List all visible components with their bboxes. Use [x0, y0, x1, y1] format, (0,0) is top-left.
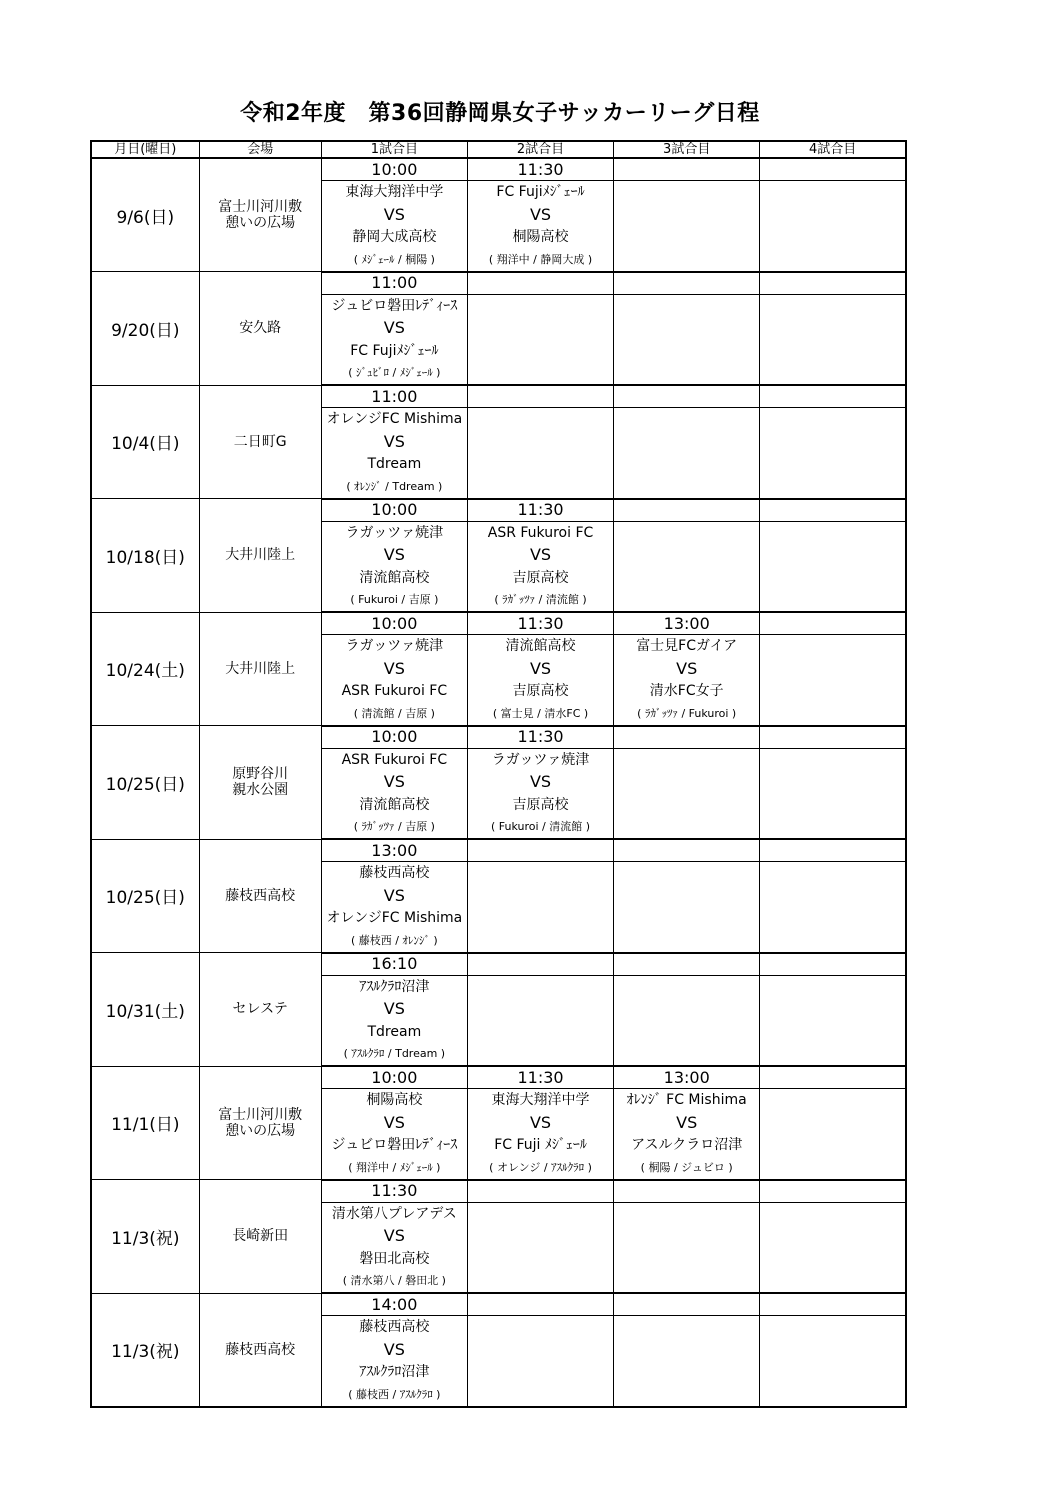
referee-assignment: ( 清水第八 / 磐田北 ): [342, 1274, 446, 1287]
away-team: 清水FC女子: [649, 683, 724, 699]
game-time-cell: [760, 839, 906, 862]
venue-cell: 大井川陸上: [199, 499, 321, 613]
game-match-cell: [614, 1202, 760, 1293]
vs-label: VS: [383, 318, 405, 337]
away-team: オレンジFC Mishima: [326, 910, 463, 926]
home-team: ラガッツァ焼津: [491, 751, 590, 768]
vs-label: VS: [383, 545, 405, 564]
date-cell: 9/6(日): [91, 158, 199, 272]
game-match-cell: [467, 862, 613, 953]
header-game-3: 3試合目: [614, 141, 760, 158]
home-team: FC Fujiﾒｼﾞｪｰﾙ: [496, 184, 585, 200]
game-time-cell: 11:30: [467, 499, 613, 522]
game-time-cell: [760, 612, 906, 635]
venue-cell: 原野谷川 親水公園: [199, 726, 321, 840]
game-time-cell: [760, 1180, 906, 1203]
home-team: ラガッツァ焼津: [345, 524, 444, 541]
game-match-cell: [467, 294, 613, 385]
game-match-cell: [467, 635, 613, 726]
schedule-row-time: [91, 1066, 906, 1089]
game-time-cell: [467, 1180, 613, 1203]
schedule-row-time: [91, 385, 906, 408]
game-match-cell: [321, 521, 467, 612]
game-time-cell: [467, 839, 613, 862]
game-time-cell: 10:00: [321, 158, 467, 181]
date-cell: 11/1(日): [91, 1066, 199, 1180]
game-time-cell: [614, 499, 760, 522]
game-time-cell: 11:30: [321, 1180, 467, 1203]
schedule-row-time: [91, 158, 906, 181]
game-match-cell: [467, 181, 613, 272]
game-match-cell: [614, 1089, 760, 1180]
referee-assignment: ( ｱｽﾙｸﾗﾛ / Tdream ): [343, 1047, 446, 1060]
game-match-cell: [760, 1316, 906, 1407]
page-title: 令和2年度 第36回静岡県女子サッカーリーグ日程: [240, 101, 760, 126]
venue-cell: 藤枝西高校: [199, 839, 321, 953]
referee-assignment: ( ﾒｼﾞｪｰﾙ / 桐陽 ): [353, 252, 435, 266]
game-match-cell: [614, 408, 760, 499]
away-team: ジュビロ磐田ﾚﾃﾞｨｰｽ: [331, 1137, 458, 1153]
schedule-row-time: [91, 1180, 906, 1203]
referee-assignment: ( ﾗｶﾞｯﾂｧ / 清流館 ): [494, 593, 587, 606]
referee-assignment: ( 富士見 / 清水FC ): [492, 706, 589, 720]
game-time-cell: [760, 158, 906, 181]
referee-assignment: ( ﾗｶﾞｯﾂｧ / 吉原 ): [353, 820, 435, 833]
game-match-cell: [760, 408, 906, 499]
game-match-cell: [321, 635, 467, 726]
game-time-cell: [760, 1066, 906, 1089]
game-time-cell: 10:00: [321, 726, 467, 749]
home-team: 桐陽高校: [366, 1092, 423, 1108]
game-match-cell: [321, 408, 467, 499]
game-match-cell: [760, 521, 906, 612]
schedule-table: [90, 140, 907, 1408]
game-match-cell: [467, 408, 613, 499]
header-game-4: 4試合目: [760, 141, 906, 158]
game-match-cell: [321, 1089, 467, 1180]
referee-assignment: ( Fukuroi / 清流館 ): [491, 820, 591, 833]
game-time-cell: 11:30: [467, 158, 613, 181]
vs-label: VS: [383, 999, 405, 1018]
home-team: 清水第八プレアデス: [331, 1205, 457, 1222]
venue-cell: 安久路: [199, 272, 321, 386]
schedule-row-time: [91, 272, 906, 295]
game-match-cell: [614, 748, 760, 839]
venue-cell: 藤枝西高校: [199, 1293, 321, 1407]
home-team: ASR Fukuroi FC: [341, 751, 448, 768]
game-match-cell: [614, 635, 760, 726]
game-match-cell: [321, 1316, 467, 1407]
header-game-1: 1試合目: [321, 141, 467, 158]
away-team: 磐田北高校: [359, 1250, 430, 1267]
game-match-cell: [321, 975, 467, 1066]
vs-label: VS: [529, 772, 552, 791]
away-team: FC Fuji ﾒｼﾞｪｰﾙ: [494, 1137, 587, 1153]
game-time-cell: 13:00: [614, 1066, 760, 1089]
home-team: ASR Fukuroi FC: [487, 524, 594, 541]
schedule-row-time: [91, 839, 906, 862]
game-match-cell: [467, 1316, 613, 1407]
game-time-cell: [614, 839, 760, 862]
schedule-row-time: [91, 1293, 906, 1316]
game-match-cell: [760, 975, 906, 1066]
venue-cell: 長崎新田: [199, 1180, 321, 1294]
game-time-cell: [760, 499, 906, 522]
away-team: 吉原高校: [512, 683, 569, 699]
game-time-cell: 13:00: [614, 612, 760, 635]
referee-assignment: ( 藤枝西 / ｱｽﾙｸﾗﾛ ): [348, 1387, 441, 1401]
header-game-2: 2試合目: [467, 141, 613, 158]
away-team: 桐陽高校: [512, 229, 569, 245]
home-team: 清流館高校: [505, 638, 576, 654]
game-time-cell: 13:00: [321, 839, 467, 862]
home-team: ｱｽﾙｸﾗﾛ沼津: [359, 978, 430, 995]
away-team: Tdream: [367, 456, 422, 472]
game-time-cell: [614, 726, 760, 749]
game-time-cell: [467, 385, 613, 408]
game-time-cell: [760, 953, 906, 976]
home-team: 富士見FCガイア: [636, 638, 738, 654]
referee-assignment: ( 藤枝西 / ｵﾚﾝｼﾞ ): [350, 933, 438, 947]
date-cell: 10/24(土): [91, 612, 199, 726]
schedule-row-time: [91, 499, 906, 522]
game-match-cell: [614, 1316, 760, 1407]
away-team: 吉原高校: [512, 569, 569, 586]
game-match-cell: [321, 862, 467, 953]
referee-assignment: ( ｼﾞｭﾋﾞﾛ / ﾒｼﾞｪｰﾙ ): [348, 366, 441, 379]
header-row: [91, 141, 906, 158]
game-time-cell: [760, 1293, 906, 1316]
vs-label: VS: [383, 204, 405, 224]
date-cell: 10/25(日): [91, 726, 199, 840]
away-team: 吉原高校: [512, 796, 569, 813]
date-cell: 9/20(日): [91, 272, 199, 386]
header-venue: 会場: [199, 141, 321, 158]
schedule-row-time: [91, 953, 906, 976]
game-match-cell: [467, 521, 613, 612]
date-cell: 11/3(祝): [91, 1293, 199, 1407]
game-time-cell: [467, 272, 613, 295]
game-time-cell: [614, 1293, 760, 1316]
vs-label: VS: [529, 658, 552, 678]
game-time-cell: [760, 726, 906, 749]
game-time-cell: 11:00: [321, 385, 467, 408]
referee-assignment: ( 翔洋中 / ﾒｼﾞｪｰﾙ ): [348, 1160, 441, 1174]
game-time-cell: [760, 385, 906, 408]
away-team: ASR Fukuroi FC: [341, 683, 448, 699]
game-time-cell: [467, 953, 613, 976]
game-match-cell: [467, 748, 613, 839]
game-time-cell: [760, 272, 906, 295]
venue-cell: 富士川河川敷 憩いの広場: [199, 1066, 321, 1180]
venue-cell: 二日町G: [199, 385, 321, 499]
venue-cell: セレステ: [199, 953, 321, 1067]
date-cell: 11/3(祝): [91, 1180, 199, 1294]
referee-assignment: ( Fukuroi / 吉原 ): [350, 593, 439, 606]
game-time-cell: 11:30: [467, 1066, 613, 1089]
vs-label: VS: [529, 1112, 552, 1132]
vs-label: VS: [383, 1339, 405, 1359]
referee-assignment: ( 翔洋中 / 静岡大成 ): [488, 252, 593, 266]
game-match-cell: [321, 1202, 467, 1293]
date-cell: 10/25(日): [91, 839, 199, 953]
vs-label: VS: [676, 658, 698, 678]
game-match-cell: [614, 975, 760, 1066]
vs-label: VS: [383, 885, 405, 905]
game-time-cell: [614, 385, 760, 408]
game-time-cell: 11:00: [321, 272, 467, 295]
vs-label: VS: [383, 658, 405, 678]
date-cell: 10/18(日): [91, 499, 199, 613]
away-team: 清流館高校: [359, 569, 430, 586]
date-cell: 10/4(日): [91, 385, 199, 499]
game-time-cell: [614, 158, 760, 181]
vs-label: VS: [383, 1112, 405, 1132]
referee-assignment: ( 桐陽 / ジュビロ ): [640, 1160, 733, 1174]
header-date: 月日(曜日): [91, 141, 199, 158]
game-match-cell: [614, 521, 760, 612]
game-time-cell: [614, 1180, 760, 1203]
vs-label: VS: [383, 431, 405, 451]
referee-assignment: ( 清流館 / 吉原 ): [353, 706, 435, 720]
date-cell: 10/31(土): [91, 953, 199, 1067]
away-team: ｱｽﾙｸﾗﾛ沼津: [359, 1364, 430, 1380]
schedule-row-time: [91, 726, 906, 749]
game-match-cell: [614, 294, 760, 385]
home-team: ｵﾚﾝｼﾞ FC Mishima: [626, 1092, 747, 1108]
home-team: 藤枝西高校: [359, 865, 430, 881]
home-team: ジュビロ磐田ﾚﾃﾞｨｰｽ: [331, 297, 458, 314]
game-match-cell: [321, 294, 467, 385]
game-match-cell: [614, 862, 760, 953]
game-time-cell: [614, 953, 760, 976]
game-match-cell: [760, 1202, 906, 1293]
game-time-cell: 11:30: [467, 612, 613, 635]
vs-label: VS: [383, 1226, 405, 1245]
schedule-row-time: [91, 612, 906, 635]
game-time-cell: [614, 272, 760, 295]
away-team: 静岡大成高校: [352, 229, 437, 245]
game-match-cell: [760, 635, 906, 726]
game-match-cell: [760, 862, 906, 953]
game-match-cell: [467, 1202, 613, 1293]
game-time-cell: 16:10: [321, 953, 467, 976]
home-team: オレンジFC Mishima: [326, 411, 463, 427]
game-time-cell: 11:30: [467, 726, 613, 749]
away-team: Tdream: [367, 1023, 422, 1040]
home-team: 東海大翔洋中学: [491, 1092, 590, 1108]
game-match-cell: [321, 748, 467, 839]
game-match-cell: [321, 181, 467, 272]
game-match-cell: [760, 181, 906, 272]
referee-assignment: ( ﾗｶﾞｯﾂｧ / Fukuroi ): [637, 706, 737, 720]
away-team: 清流館高校: [359, 796, 430, 813]
game-match-cell: [467, 975, 613, 1066]
venue-cell: 富士川河川敷 憩いの広場: [199, 158, 321, 272]
vs-label: VS: [383, 772, 405, 791]
game-time-cell: 10:00: [321, 499, 467, 522]
game-time-cell: 10:00: [321, 612, 467, 635]
vs-label: VS: [676, 1112, 698, 1132]
referee-assignment: ( オレンジ / ｱｽﾙｸﾗﾛ ): [489, 1160, 592, 1174]
vs-label: VS: [529, 204, 552, 224]
referee-assignment: ( ｵﾚﾝｼﾞ / Tdream ): [346, 479, 443, 493]
game-match-cell: [614, 181, 760, 272]
game-match-cell: [467, 1089, 613, 1180]
home-team: 藤枝西高校: [359, 1319, 430, 1335]
venue-cell: 大井川陸上: [199, 612, 321, 726]
vs-label: VS: [529, 545, 552, 564]
game-time-cell: [467, 1293, 613, 1316]
game-match-cell: [760, 294, 906, 385]
home-team: 東海大翔洋中学: [345, 184, 444, 200]
home-team: ラガッツァ焼津: [345, 638, 444, 654]
game-match-cell: [760, 748, 906, 839]
away-team: FC Fujiﾒｼﾞｪｰﾙ: [350, 342, 439, 359]
away-team: アスルクラロ沼津: [631, 1137, 743, 1153]
game-match-cell: [760, 1089, 906, 1180]
game-time-cell: 14:00: [321, 1293, 467, 1316]
game-time-cell: 10:00: [321, 1066, 467, 1089]
